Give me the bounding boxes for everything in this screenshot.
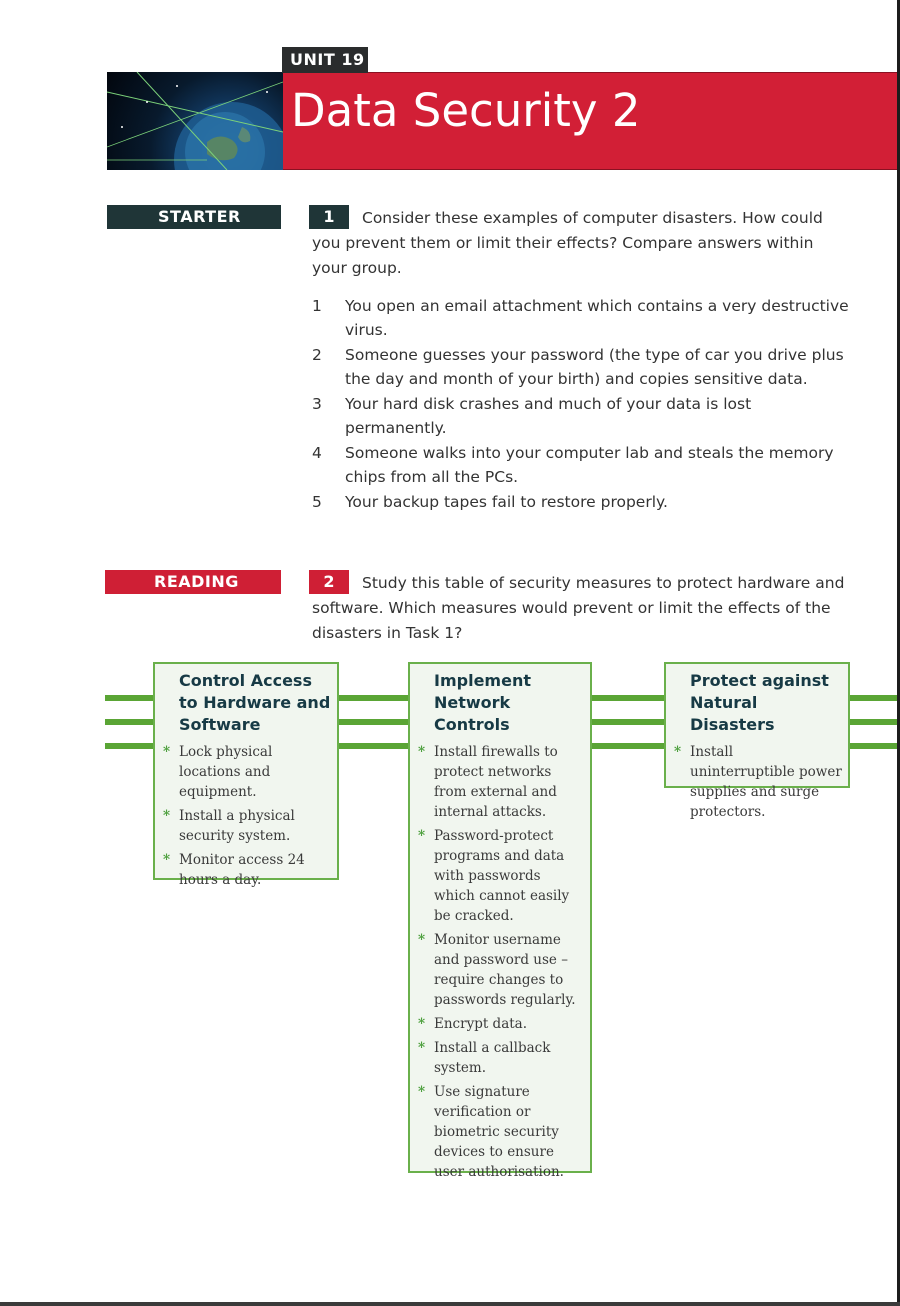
list-item	[418, 1014, 584, 1034]
reading-label: READING	[105, 570, 281, 594]
reading-instruction	[312, 571, 852, 646]
list-item-text: Install a callback system.	[434, 1040, 551, 1076]
asterisk-icon: *	[418, 828, 426, 844]
list-item	[674, 742, 842, 822]
connector-line	[105, 695, 155, 701]
starter-label: STARTER	[107, 205, 281, 229]
list-item	[418, 742, 584, 822]
list-item-number: 3	[312, 395, 322, 413]
list-item	[418, 1082, 584, 1182]
list-item-text: You open an email attachment which contains a very destructive virus.	[345, 297, 849, 339]
connector-line	[592, 743, 666, 749]
asterisk-icon: *	[163, 744, 171, 760]
connector-line	[848, 695, 900, 701]
list-item-text: Your backup tapes fail to restore properly.	[345, 493, 668, 511]
asterisk-icon: *	[418, 1084, 426, 1100]
unit-number-tab: UNIT 19	[282, 47, 368, 73]
list-item	[163, 806, 331, 846]
box-title: Control Access to Hardware and Software	[179, 671, 331, 734]
asterisk-icon: *	[418, 932, 426, 948]
list-item	[312, 294, 857, 342]
list-item	[163, 850, 331, 890]
table-box-access-control	[153, 662, 339, 888]
task-number-2: 2	[309, 570, 349, 594]
box-title: Implement Network Controls	[434, 671, 531, 734]
list-item	[163, 742, 331, 802]
connector-line	[848, 719, 900, 725]
list-item-text: Password-protect programs and data with passwords which cannot easily be cracked.	[434, 828, 570, 924]
asterisk-icon: *	[674, 744, 682, 760]
list-item-text: Install uninterruptible power supplies and surge protectors.	[690, 744, 842, 820]
list-item-text: Use signature verification or biometric security devices to ensure user authorisation.	[434, 1084, 564, 1180]
list-item-text: Monitor access 24 hours a day.	[179, 852, 305, 888]
list-item-text: Someone guesses your password (the type of car you drive plus the day and month of your birth) and copies sensitive data.	[345, 346, 844, 388]
box-title: Protect against Natural Disasters	[690, 671, 829, 734]
list-item-text: Your hard disk crashes and much of your data is lost permanently.	[345, 395, 752, 437]
table-box-network-controls	[408, 662, 592, 1180]
list-item	[418, 826, 584, 926]
list-item-number: 5	[312, 493, 322, 511]
list-item-text: Someone walks into your computer lab and steals the memory chips from all the PCs.	[345, 444, 834, 486]
connector-line	[848, 743, 900, 749]
connector-line	[592, 719, 666, 725]
list-item-text: Monitor username and password use – require changes to passwords regularly.	[434, 932, 576, 1008]
list-item	[312, 392, 857, 440]
measure-list	[418, 742, 584, 1182]
connector-line	[105, 719, 155, 725]
starter-instruction	[312, 206, 852, 281]
list-item	[312, 441, 857, 489]
measure-list	[163, 742, 331, 890]
starter-instruction-text: Consider these examples of computer disasters. How could you prevent them or limit their effects? Compare answers within your group.	[312, 209, 823, 277]
asterisk-icon: *	[418, 744, 426, 760]
connector-line	[337, 743, 410, 749]
disaster-list	[312, 294, 857, 515]
asterisk-icon: *	[418, 1016, 426, 1032]
asterisk-icon: *	[418, 1040, 426, 1056]
connector-line	[337, 719, 410, 725]
page-edge-bottom	[0, 1302, 900, 1306]
list-item-text: Encrypt data.	[434, 1016, 528, 1032]
list-item	[418, 930, 584, 1010]
list-item-number: 4	[312, 444, 322, 462]
list-item-text: Install a physical security system.	[179, 808, 295, 844]
list-item-text: Install firewalls to protect networks from external and internal attacks.	[434, 744, 558, 820]
list-item	[312, 490, 857, 514]
measure-list	[674, 742, 842, 822]
task-number-1: 1	[309, 205, 349, 229]
globe-image	[107, 72, 283, 170]
asterisk-icon: *	[163, 852, 171, 868]
list-item	[418, 1038, 584, 1078]
asterisk-icon: *	[163, 808, 171, 824]
list-item-number: 1	[312, 297, 322, 315]
list-item	[312, 343, 857, 391]
list-item-text: Lock physical locations and equipment.	[179, 744, 273, 800]
connector-line	[105, 743, 155, 749]
list-item-number: 2	[312, 346, 322, 364]
reading-instruction-text: Study this table of security measures to protect hardware and software. Which measures would prevent or limit the effects of the disasters in Task 1?	[312, 574, 845, 642]
connector-line	[592, 695, 666, 701]
table-box-natural-disasters	[664, 662, 850, 820]
page-title: Data Security 2	[291, 84, 641, 137]
connector-line	[337, 695, 410, 701]
